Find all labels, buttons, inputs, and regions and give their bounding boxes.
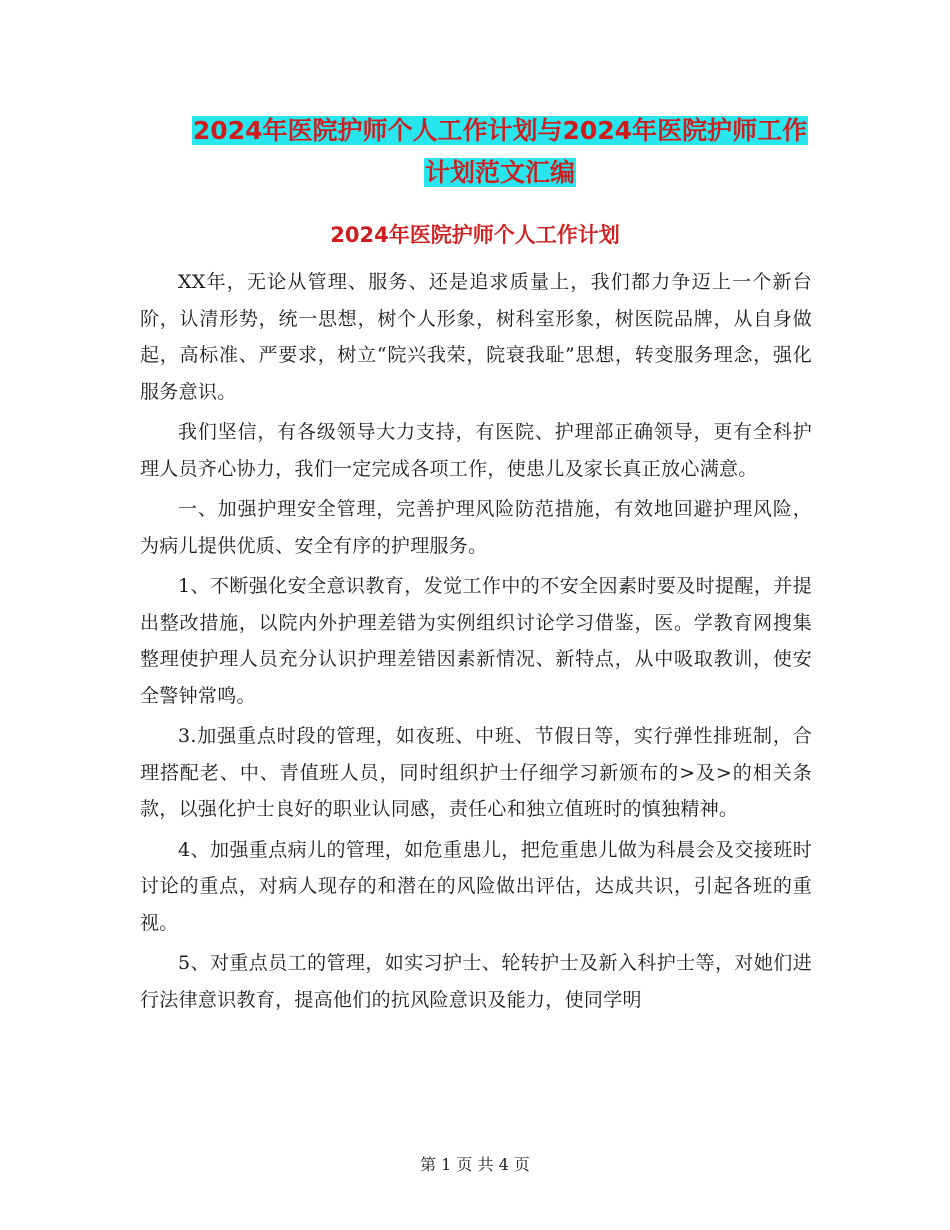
paragraph: 5、对重点员工的管理，如实习护士、轮转护士及新入科护士等，对她们进行法律意识教育，提高他们的抗风险意识及能力，使同学明 xyxy=(140,952,812,1011)
section-title: 2024年医院护师个人工作计划 xyxy=(330,223,620,247)
paragraph: 1、不断强化安全意识教育，发觉工作中的不安全因素时要及时提醒，并提出整改措施，以院内外护理差错为实例组织讨论学习借鉴，医。学教育网搜集整理使护理人员充分认识护理差错因素新情况、新特点，从中吸取教训，使安全警钟常鸣。 xyxy=(140,575,812,707)
paragraph: 我们坚信，有各级领导大力支持，有医院、护理部正确领导，更有全科护理人员齐心协力，我们一定完成各项工作，使患儿及家长真正放心满意。 xyxy=(140,421,812,480)
document-title-text: 2024年医院护师个人工作计划与2024年医院护师工作计划范文汇编 xyxy=(192,116,808,187)
paragraph: XX年，无论从管理、服务、还是追求质量上，我们都力争迈上一个新台阶，认清形势，统一思想，树个人形象，树科室形象，树医院品牌，从自身做起，高标准、严要求，树立“院兴我荣，院衰我耻”思想，转变服务理念，强化服务意识。 xyxy=(140,271,812,403)
paragraph: 3.加强重点时段的管理，如夜班、中班、节假日等，实行弹性排班制，合理搭配老、中、青值班人员，同时组织护士仔细学习新颁布的>及>的相关条款，以强化护士良好的职业认同感，责任心和独立值班时的慎独精神。 xyxy=(140,725,812,820)
paragraph: 4、加强重点病儿的管理，如危重患儿，把危重患儿做为科晨会及交接班时讨论的重点，对病人现存的和潜在的风险做出评估，达成共识，引起各班的重视。 xyxy=(140,838,812,934)
paragraph: 一、加强护理安全管理，完善护理风险防范措施，有效地回避护理风险，为病儿提供优质、安全有序的护理服务。 xyxy=(140,498,812,557)
page-footer: 第 1 页 共 4 页 xyxy=(420,1155,530,1174)
document-body xyxy=(140,264,812,1022)
document-title xyxy=(185,110,815,194)
